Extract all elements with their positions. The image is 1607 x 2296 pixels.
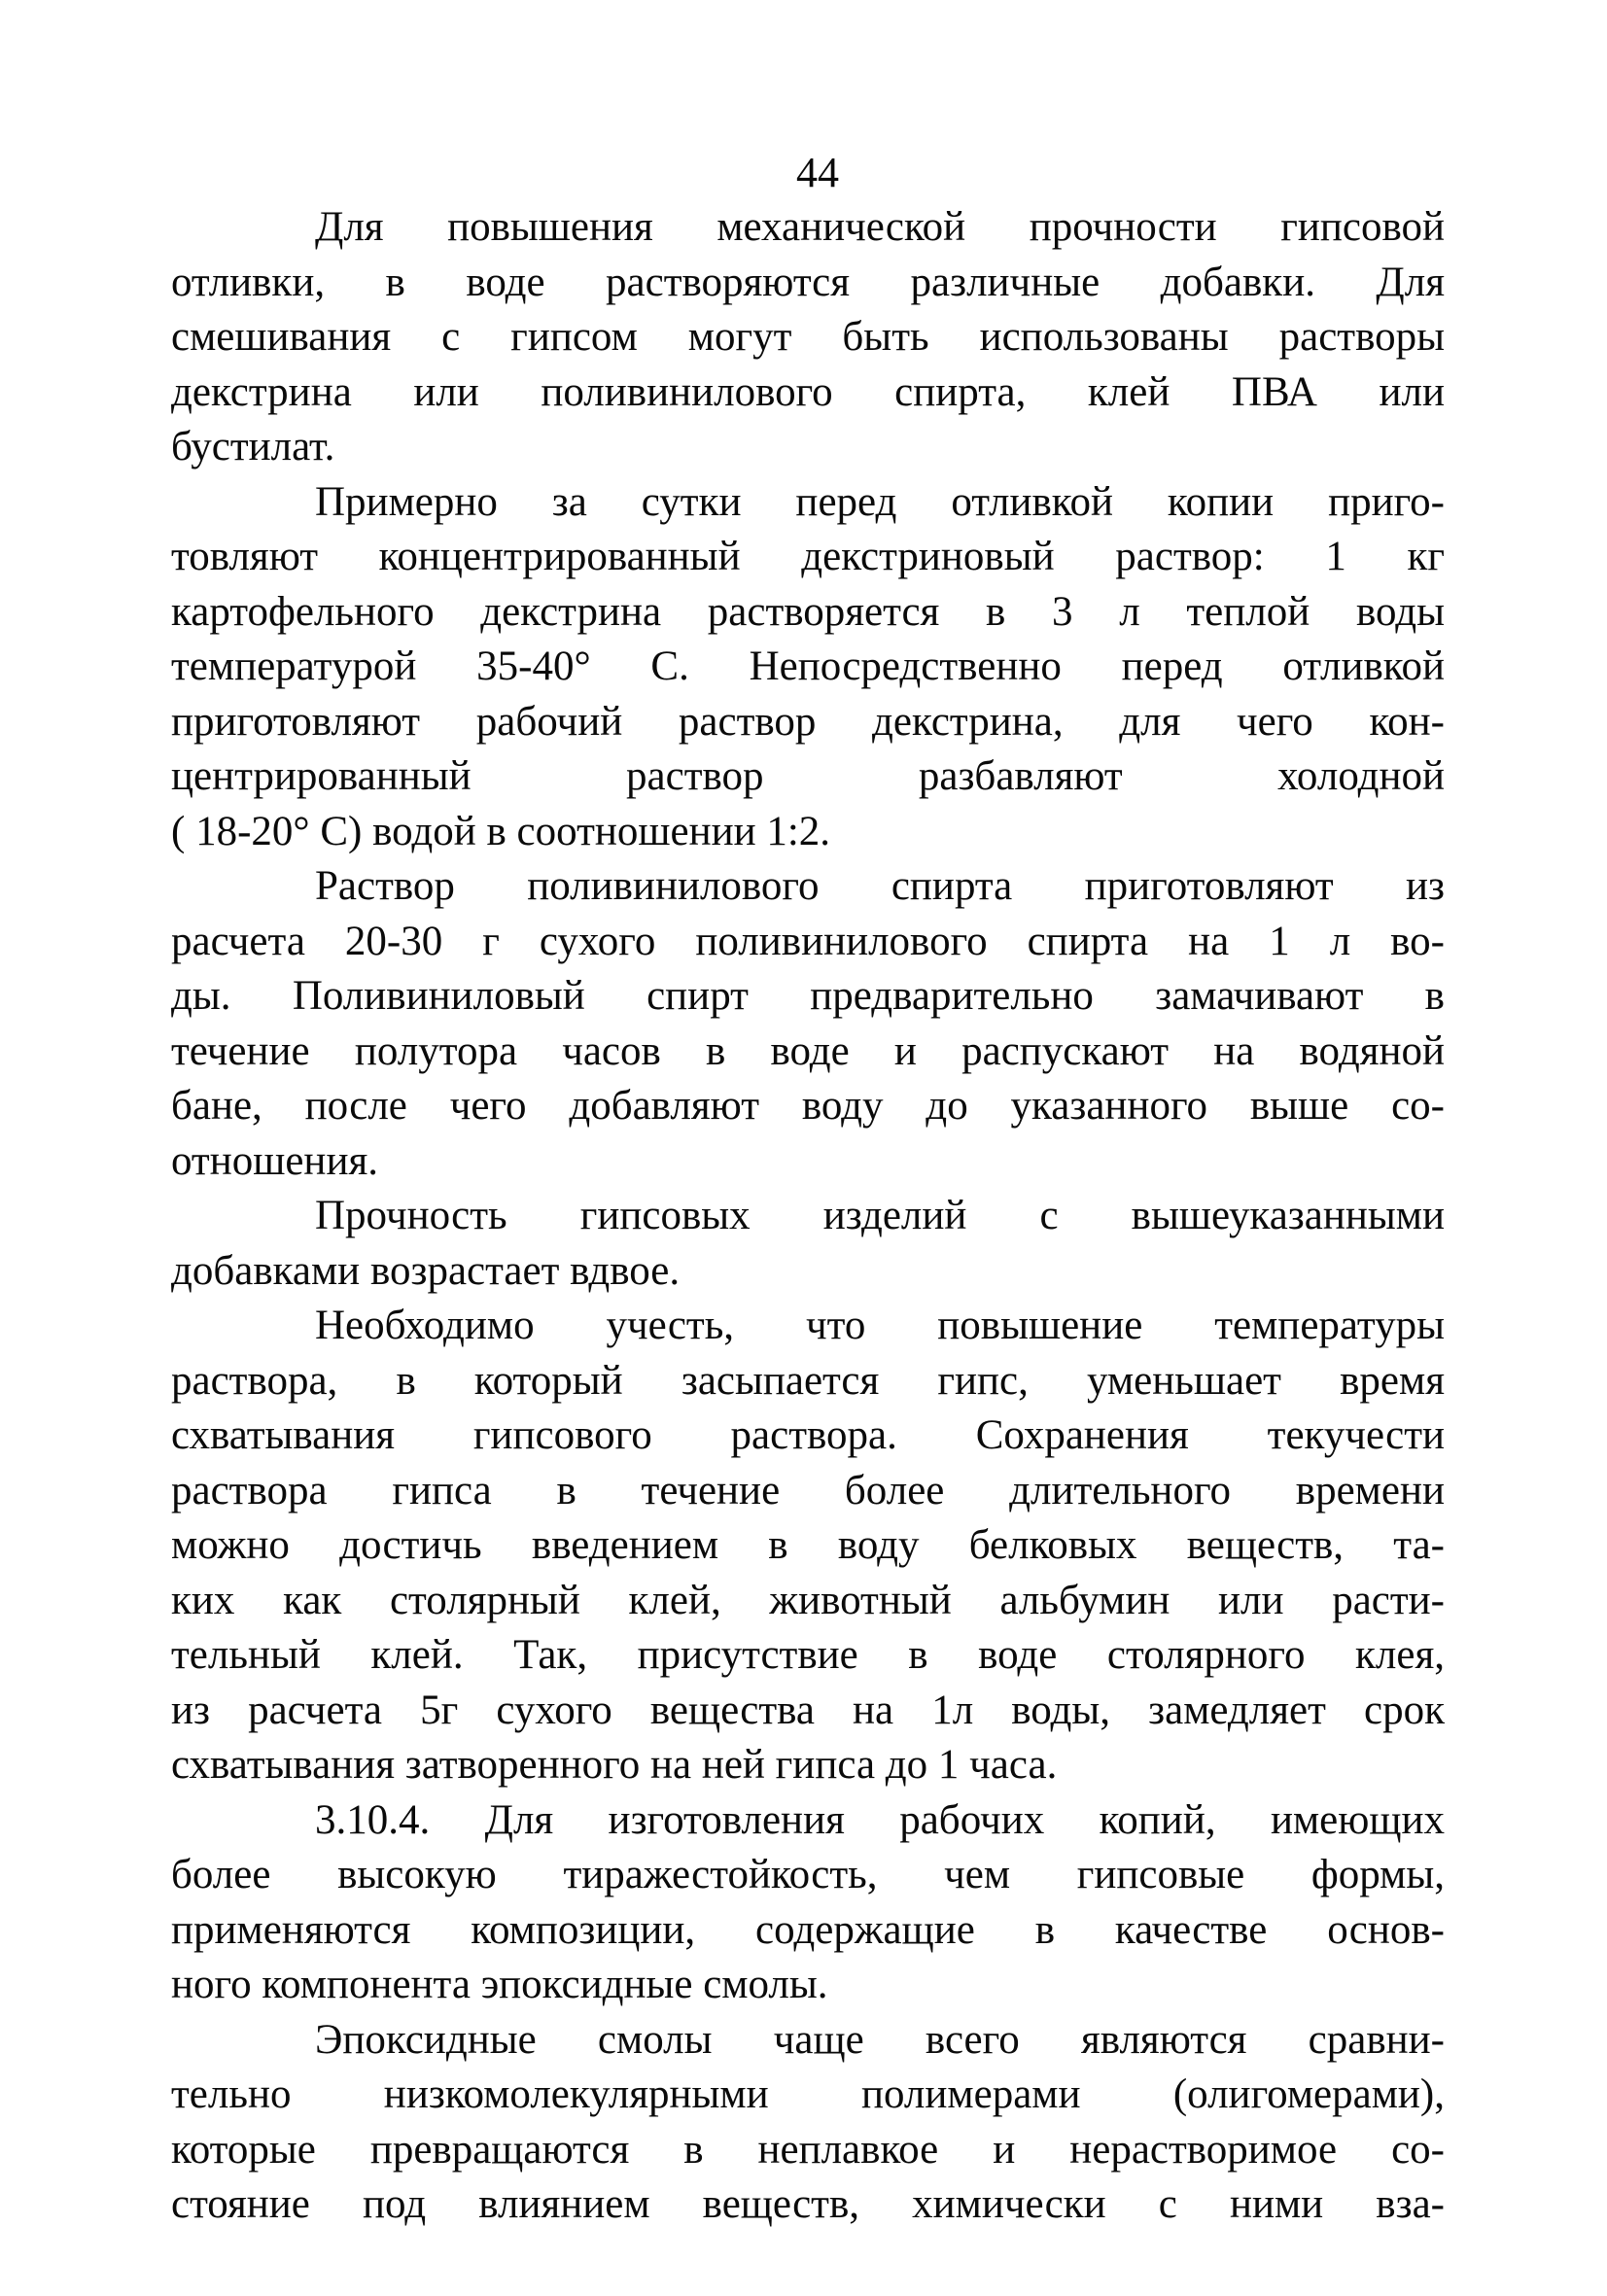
paragraph (171, 200, 1445, 475)
text-line: картофельного декстрина растворяется в 3 л теплой воды (171, 588, 1445, 635)
text-line: бустилат. (171, 424, 335, 470)
text-line: центрированный раствор разбавляют холодной (171, 753, 1445, 799)
text-line: температурой 35-40° С. Непосредственно перед отливкой (171, 644, 1445, 689)
text-line: Эпоксидные смолы чаще всего являются сравни- (315, 2016, 1445, 2063)
text-line: ды. Поливиниловый спирт предварительно замачивают в (171, 973, 1445, 1019)
text-line: бане, после чего добавляют воду до указанного выше со- (171, 1083, 1445, 1129)
text-line: товляют концентрированный декстриновый раствор: 1 кг (171, 534, 1445, 579)
text-line: тельно низкомолекулярными полимерами (олигомерами), (171, 2071, 1445, 2117)
text-line: стояние под влиянием веществ, химически с ними вза- (171, 2181, 1445, 2227)
paragraph (171, 859, 1445, 1189)
text-line: ного компонента эпоксидные смолы. (171, 1962, 828, 2007)
paragraph (171, 1299, 1445, 1793)
text-line: отливки, в воде растворяются различные добавки. Для (171, 259, 1445, 305)
text-line: приготовляют рабочий раствор декстрина, для чего кон- (171, 698, 1445, 745)
text-line: ( 18-20° С) водой в соотношении 1:2. (171, 808, 831, 854)
text-line: декстрина или поливинилового спирта, клей ПВА или (171, 368, 1445, 415)
text-line: отношения. (171, 1137, 378, 1184)
text-line: добавками возрастает вдвое. (171, 1247, 681, 1294)
text-line: раствора гипса в течение более длительного времени (171, 1467, 1445, 1513)
text-line: ких как столярный клей, животный альбумин или расти- (171, 1577, 1445, 1623)
text-line: расчета 20-30 г сухого поливинилового спирта на 1 л во- (171, 918, 1445, 964)
body-text (171, 200, 1445, 2233)
text-line: схватывания затворенного на ней гипса до 1 часа. (171, 1742, 1058, 1788)
text-line: из расчета 5г сухого вещества на 1л воды, замедляет срок (171, 1687, 1445, 1733)
text-line: Для повышения механической прочности гипсовой (315, 204, 1445, 250)
document-page (171, 146, 1445, 2233)
paragraph (171, 2013, 1445, 2233)
text-line: Необходимо учесть, что повышение температуры (315, 1303, 1445, 1348)
paragraph (171, 1189, 1445, 1299)
text-line: тельный клей. Так, присутствие в воде столярного клея, (171, 1632, 1445, 1678)
text-line: более высокую тиражестойкость, чем гипсовые формы, (171, 1852, 1445, 1897)
text-line: течение полутора часов в воде и распускают на водяной (171, 1027, 1445, 1074)
text-line: которые превращаются в неплавкое и нерастворимое со- (171, 2126, 1445, 2173)
text-line: Раствор поливинилового спирта приготовляют из (315, 863, 1445, 909)
paragraph (171, 475, 1445, 860)
paragraph (171, 1793, 1445, 2013)
text-line: применяются композиции, содержащие в качестве основ- (171, 1906, 1445, 1953)
text-line: можно достичь введением в воду белковых веществ, та- (171, 1522, 1445, 1568)
text-line: 3.10.4. Для изготовления рабочих копий, имеющих (315, 1796, 1445, 1843)
text-line: Прочность гипсовых изделий с вышеуказанными (315, 1193, 1445, 1238)
text-line: смешивания с гипсом могут быть использованы растворы (171, 314, 1445, 360)
text-line: раствора, в который засыпается гипс, уменьшает время (171, 1357, 1445, 1404)
page-number: 44 (796, 149, 839, 196)
text-line: Примерно за сутки перед отливкой копии приго- (315, 478, 1445, 525)
text-line: схватывания гипсового раствора. Сохранения текучести (171, 1412, 1445, 1458)
